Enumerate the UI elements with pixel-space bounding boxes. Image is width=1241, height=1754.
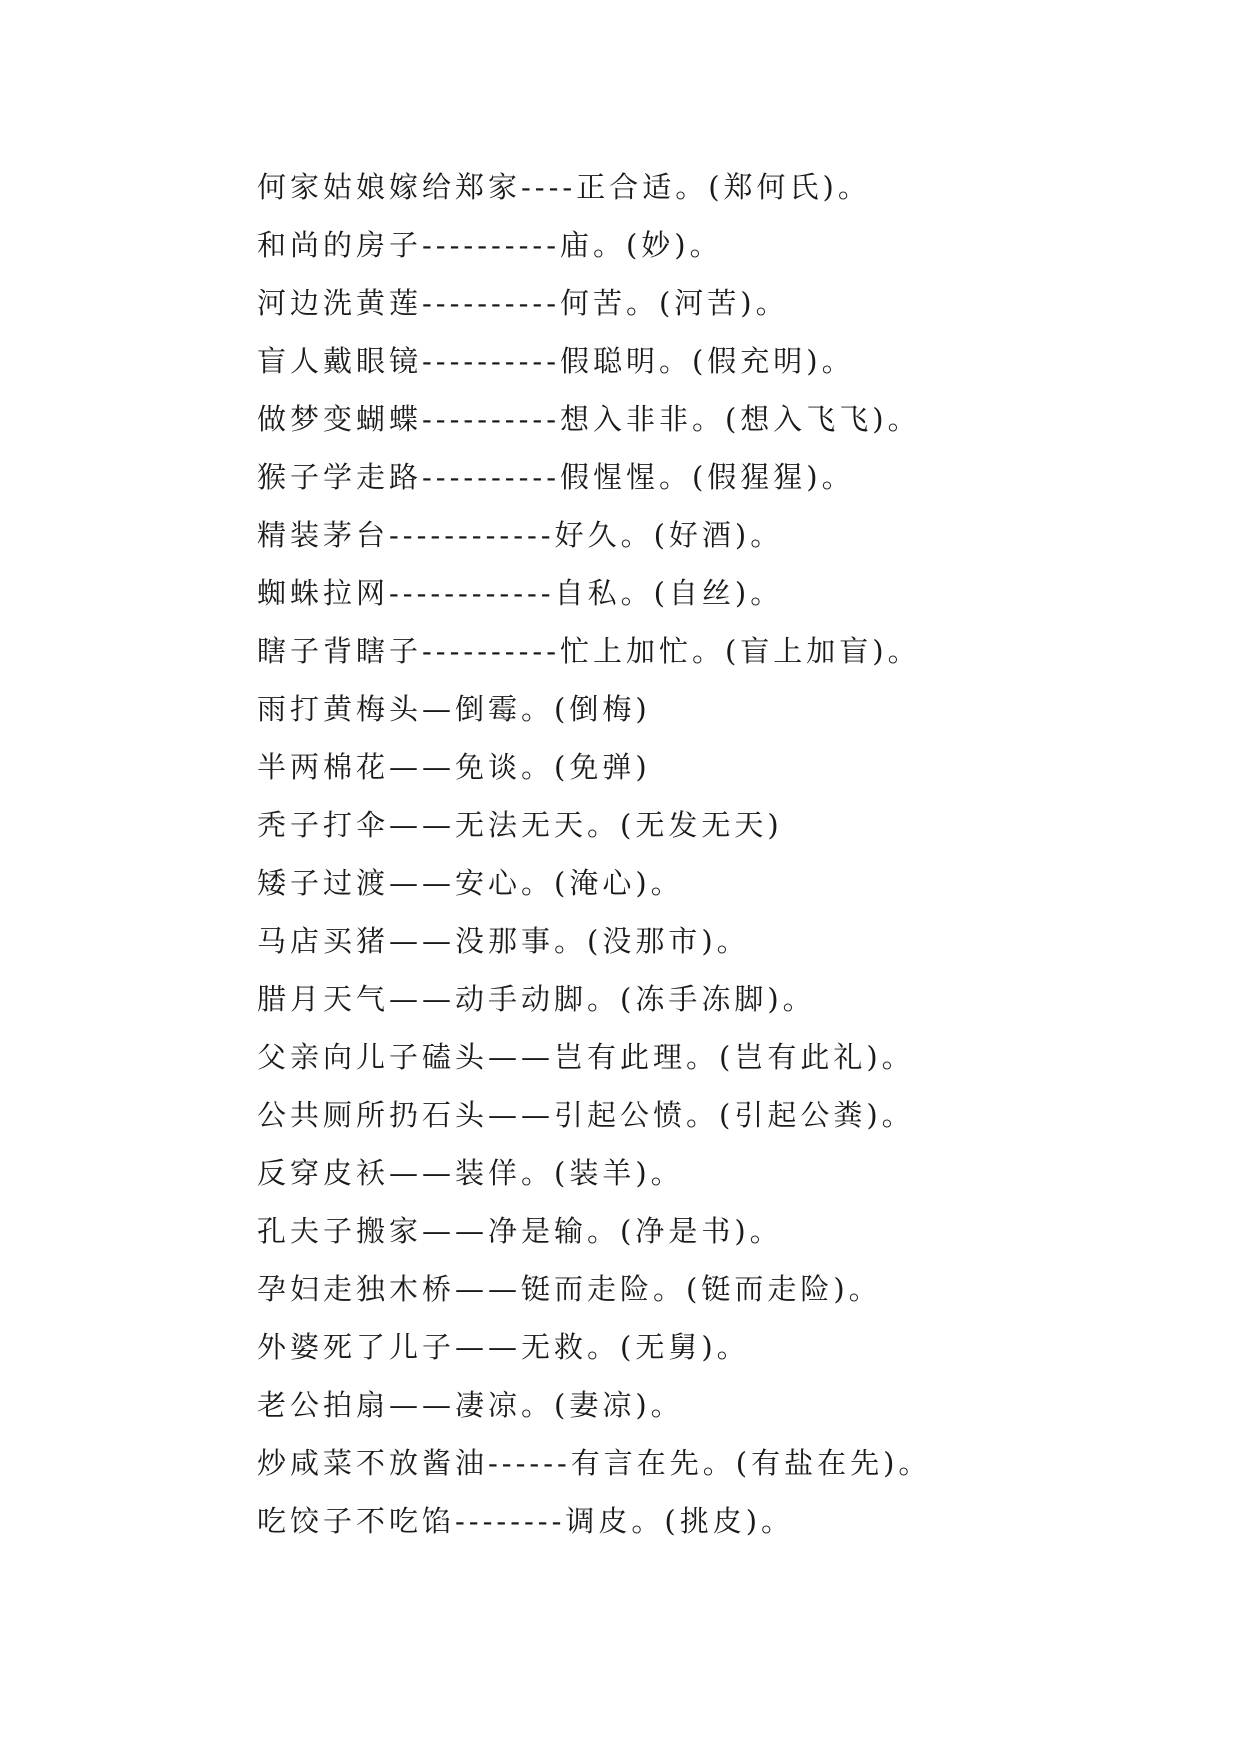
text-line-11: 半两棉花——免谈。(免弹) — [257, 750, 651, 784]
text-line-23: 炒咸菜不放酱油------有言在先。(有盐在先)。 — [257, 1446, 932, 1480]
xiehouyu-list — [257, 158, 1157, 1550]
text-line-20: 孕妇走独木桥——铤而走险。(铤而走险)。 — [257, 1272, 882, 1306]
text-line-13: 矮子过渡——安心。(淹心)。 — [257, 866, 684, 900]
text-line-8: 蜘蛛拉网------------自私。(自丝)。 — [257, 576, 784, 610]
text-line-19: 孔夫子搬家——净是输。(净是书)。 — [257, 1214, 783, 1248]
text-line-5: 做梦变蝴蝶----------想入非非。(想入飞飞)。 — [257, 402, 921, 436]
text-line-4: 盲人戴眼镜----------假聪明。(假充明)。 — [257, 344, 855, 378]
text-line-15: 腊月天气——动手动脚。(冻手冻脚)。 — [257, 982, 816, 1016]
text-line-7: 精装茅台------------好久。(好酒)。 — [257, 518, 784, 552]
text-line-18: 反穿皮袄——装佯。(装羊)。 — [257, 1156, 684, 1190]
text-line-1: 何家姑娘嫁给郑家----正合适。(郑何氏)。 — [257, 170, 871, 204]
text-line-2: 和尚的房子----------庙。(妙)。 — [257, 228, 723, 262]
text-line-17: 公共厕所扔石头——引起公愤。(引起公粪)。 — [257, 1098, 915, 1132]
text-line-14: 马店买猪——没那事。(没那市)。 — [257, 924, 750, 958]
text-line-3: 河边洗黄莲----------何苦。(河苦)。 — [257, 286, 789, 320]
text-line-9: 瞎子背瞎子----------忙上加忙。(盲上加盲)。 — [257, 634, 921, 668]
text-line-22: 老公拍扇——凄凉。(妻凉)。 — [257, 1388, 684, 1422]
text-line-24: 吃饺子不吃馅--------调皮。(挑皮)。 — [257, 1504, 795, 1538]
text-line-21: 外婆死了儿子——无救。(无舅)。 — [257, 1330, 750, 1364]
text-line-16: 父亲向儿子磕头——岂有此理。(岂有此礼)。 — [257, 1040, 915, 1074]
text-line-12: 秃子打伞——无法无天。(无发无天) — [257, 808, 783, 842]
text-line-6: 猴子学走路----------假惺惺。(假猩猩)。 — [257, 460, 855, 494]
text-line-10: 雨打黄梅头—倒霉。(倒梅) — [257, 692, 651, 726]
